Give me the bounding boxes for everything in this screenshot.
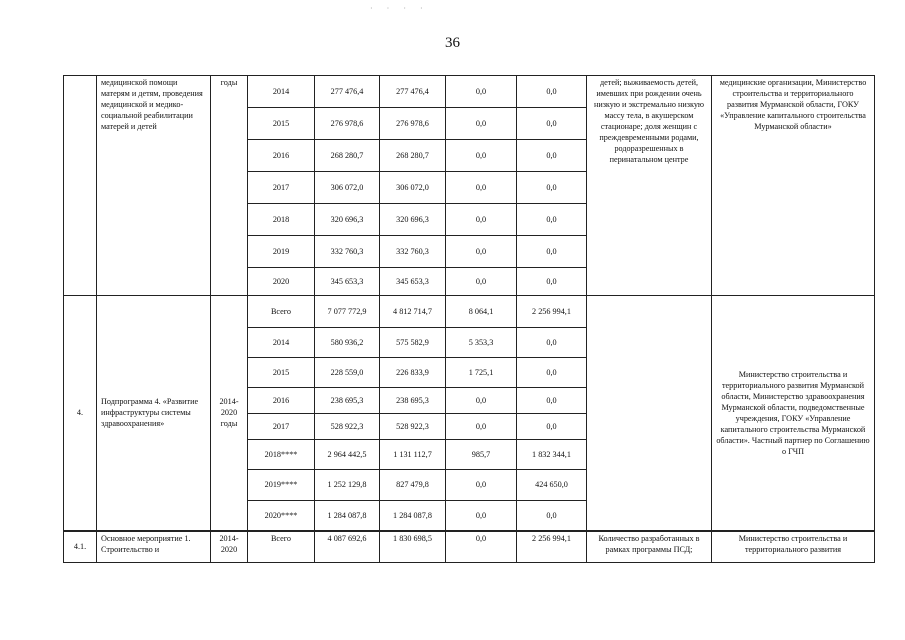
subprogram-name: Подпрограмма 4. «Развитие инфраструктуры системы здравоохранения» <box>97 296 211 531</box>
table-row <box>64 531 875 563</box>
extrabudget-cell: 0,0 <box>517 236 587 268</box>
extrabudget-cell: 424 650,0 <box>517 470 587 501</box>
year-cell: 2018**** <box>248 440 315 470</box>
period-cell: 2014-2020 <box>211 531 248 563</box>
extrabudget-cell: 1 832 344,1 <box>517 440 587 470</box>
year-cell: 2018 <box>248 204 315 236</box>
regional-cell: 5 353,3 <box>446 328 517 358</box>
row-number-cell: 4.1. <box>64 531 97 563</box>
total-cell: 345 653,3 <box>315 268 380 296</box>
regional-cell: 0,0 <box>446 414 517 440</box>
total-cell: 7 077 772,9 <box>315 296 380 328</box>
year-cell: 2019 <box>248 236 315 268</box>
total-cell: 320 696,3 <box>315 204 380 236</box>
executors-cell: Министерство строительства и территориального развития <box>712 531 875 563</box>
total-cell: 1 252 129,8 <box>315 470 380 501</box>
vb-cell: 2 256 994,1 <box>517 531 587 563</box>
fb-cell: 1 830 698,5 <box>380 531 446 563</box>
indicator-cell: Количество разработанных в рамках программы ПСД; <box>587 531 712 563</box>
total-cell: 2 964 442,5 <box>315 440 380 470</box>
total-cell: 4 087 692,6 <box>315 531 380 563</box>
total-cell: 268 280,7 <box>315 140 380 172</box>
year-cell: 2016 <box>248 140 315 172</box>
federal-cell: 276 978,6 <box>380 108 446 140</box>
federal-cell: 277 476,4 <box>380 76 446 108</box>
executors-cell: Министерство строительства и территориального развития Мурманской области, Министерство здравоохранения Мурманской области, подведомственные учреждения, ГОКУ «Управление капитального строительства Мурманской области». Частный партнер по Соглашению о ГЧП <box>712 296 875 531</box>
extrabudget-cell: 0,0 <box>517 328 587 358</box>
extrabudget-cell: 0,0 <box>517 108 587 140</box>
year-cell: 2020**** <box>248 501 315 531</box>
total-cell: 332 760,3 <box>315 236 380 268</box>
extrabudget-cell: 0,0 <box>517 414 587 440</box>
year-cell: 2019**** <box>248 470 315 501</box>
regional-cell: 0,0 <box>446 204 517 236</box>
extrabudget-cell: 2 256 994,1 <box>517 296 587 328</box>
federal-cell: 320 696,3 <box>380 204 446 236</box>
total-cell: 228 559,0 <box>315 358 380 388</box>
regional-cell: 8 064,1 <box>446 296 517 328</box>
federal-cell: 238 695,3 <box>380 388 446 414</box>
row-number-cell <box>64 76 97 296</box>
regional-cell: 0,0 <box>446 172 517 204</box>
federal-cell: 226 833,9 <box>380 358 446 388</box>
table-row <box>64 76 875 108</box>
extrabudget-cell: 0,0 <box>517 388 587 414</box>
regional-cell: 1 725,1 <box>446 358 517 388</box>
federal-cell: 306 072,0 <box>380 172 446 204</box>
regional-cell: 0,0 <box>446 388 517 414</box>
extrabudget-cell: 0,0 <box>517 172 587 204</box>
total-cell: 276 978,6 <box>315 108 380 140</box>
regional-cell: 0,0 <box>446 470 517 501</box>
federal-cell: 332 760,3 <box>380 236 446 268</box>
indicator-cell <box>587 296 712 531</box>
regional-cell: 0,0 <box>446 501 517 531</box>
year-cell: 2017 <box>248 172 315 204</box>
year-cell: 2015 <box>248 358 315 388</box>
measure-name: медицинской помощи матерям и детям, проведения медицинской и медико-социальной реабилитации матерей и детей <box>97 76 211 296</box>
extrabudget-cell: 0,0 <box>517 358 587 388</box>
year-cell: 2016 <box>248 388 315 414</box>
extrabudget-cell: 0,0 <box>517 76 587 108</box>
period-cell: 2014-2020 годы <box>211 296 248 531</box>
regional-cell: 0,0 <box>446 268 517 296</box>
rb-cell: 0,0 <box>446 531 517 563</box>
federal-cell: 528 922,3 <box>380 414 446 440</box>
page-number: 36 <box>445 35 460 51</box>
scan-noise: · · · · <box>370 4 429 13</box>
extrabudget-cell: 0,0 <box>517 204 587 236</box>
total-cell: 238 695,3 <box>315 388 380 414</box>
year-cell: 2014 <box>248 76 315 108</box>
row-number-cell: 4. <box>64 296 97 531</box>
year-cell: 2017 <box>248 414 315 440</box>
year-cell: 2020 <box>248 268 315 296</box>
program-table <box>63 75 875 563</box>
extrabudget-cell: 0,0 <box>517 268 587 296</box>
regional-cell: 0,0 <box>446 140 517 172</box>
extrabudget-cell: 0,0 <box>517 501 587 531</box>
year-cell: 2015 <box>248 108 315 140</box>
indicator-cell: детей; выживаемость детей, имевших при рождении очень низкую и экстремально низкую массу тела, в акушерском стационаре; доля женщин с преждевременными родами, родоразрешенных в перинатальном центре <box>587 76 712 296</box>
table-row <box>64 296 875 328</box>
year-cell: Всего <box>248 531 315 563</box>
federal-cell: 4 812 714,7 <box>380 296 446 328</box>
total-cell: 528 922,3 <box>315 414 380 440</box>
federal-cell: 827 479,8 <box>380 470 446 501</box>
federal-cell: 575 582,9 <box>380 328 446 358</box>
regional-cell: 0,0 <box>446 236 517 268</box>
year-cell: Всего <box>248 296 315 328</box>
total-cell: 580 936,2 <box>315 328 380 358</box>
federal-cell: 345 653,3 <box>380 268 446 296</box>
federal-cell: 268 280,7 <box>380 140 446 172</box>
executors-cell: медицинские организации, Министерство строительства и территориального развития Мурманской области, ГОКУ «Управление капитального строительства Мурманской области» <box>712 76 875 296</box>
extrabudget-cell: 0,0 <box>517 140 587 172</box>
period-cell: годы <box>211 76 248 296</box>
total-cell: 306 072,0 <box>315 172 380 204</box>
total-cell: 1 284 087,8 <box>315 501 380 531</box>
measure-name: Основное мероприятие 1. Строительство и <box>97 531 211 563</box>
regional-cell: 985,7 <box>446 440 517 470</box>
year-cell: 2014 <box>248 328 315 358</box>
regional-cell: 0,0 <box>446 76 517 108</box>
regional-cell: 0,0 <box>446 108 517 140</box>
total-cell: 277 476,4 <box>315 76 380 108</box>
federal-cell: 1 284 087,8 <box>380 501 446 531</box>
federal-cell: 1 131 112,7 <box>380 440 446 470</box>
